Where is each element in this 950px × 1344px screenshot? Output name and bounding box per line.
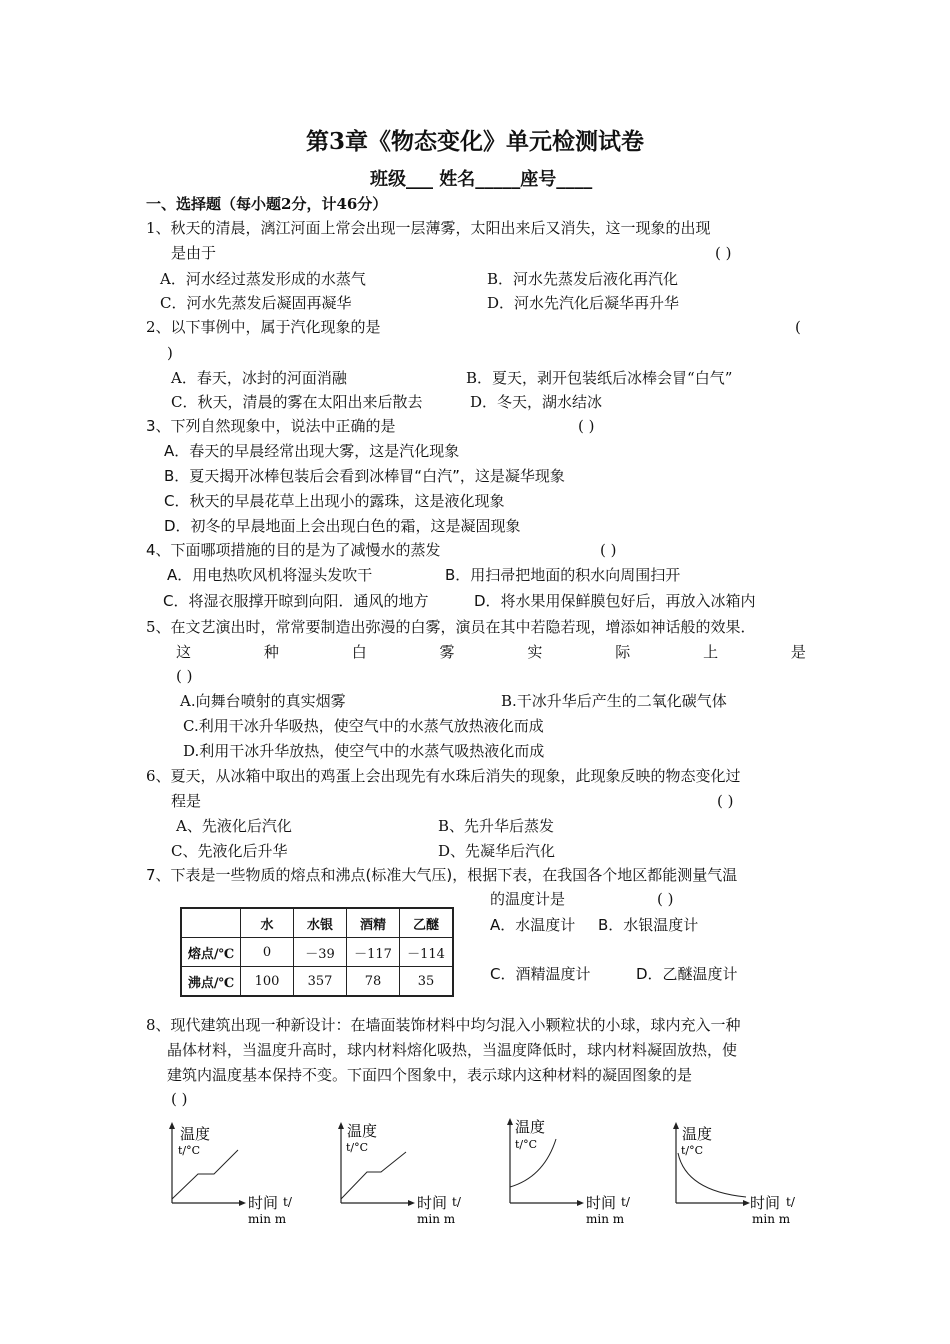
question-stem: 晶体材料，当温度升高时，球内材料熔化吸热，当温度降低时，球内材料凝固放热，使 [167,1041,738,1059]
option-b: B．夏天，剥开包装纸后冰棒会冒“白气” [466,369,733,387]
table-cell: 0 [241,938,294,967]
x-unit: t/ [283,1195,292,1209]
answer-paren: ( ) [717,792,734,810]
table-cell: 熔点/℃ [181,938,241,967]
table-cell: －117 [347,938,400,967]
question-stem: 的温度计是 [490,890,566,908]
question-stem: 5、在文艺演出时，常常要制造出弥漫的白雾，演员在其中若隐若现，增添如神话般的效果． [146,618,756,636]
y-axis-arrow [673,1122,679,1129]
graph-2 [329,1115,479,1230]
graph-3 [498,1115,648,1230]
y-label: 温度 [180,1125,211,1143]
option-c: C、先液化后升华 [171,842,288,860]
option-c: C．秋天，清晨的雾在太阳出来后散去 [171,393,423,411]
question-stem: 6、夏天，从冰箱中取出的鸡蛋上会出现先有水珠后消失的现象，此现象反映的物态变化过 [146,767,741,785]
option-b: B.干冰升华后产生的二氧化碳气体 [501,692,727,710]
option-d: D、先凝华后汽化 [438,842,556,860]
y-axis-arrow [338,1122,344,1129]
x-unit: min m [586,1212,625,1226]
y-unit: t/°C [178,1144,201,1157]
question-stem: 建筑内温度基本保持不变。下面四个图象中，表示球内这种材料的凝固图象的是 [167,1066,693,1084]
x-axis-arrow [743,1200,750,1206]
y-label: 温度 [347,1122,378,1140]
stem-char: 是 [790,643,806,661]
option-b: B．用扫帚把地面的积水向周围扫开 [445,566,681,584]
question-stem: 是由于 [171,244,217,262]
option-a: A．河水经过蒸发形成的水蒸气 [160,270,366,288]
option-c: C．酒精温度计 [490,965,591,983]
option-c: C．河水先蒸发后凝固再凝华 [160,294,352,312]
option-a: A、先液化后汽化 [176,817,292,835]
stem-char: 上 [703,643,719,661]
student-info-line: 班级___ 姓名_____座号____ [370,169,593,190]
table-cell: －39 [294,938,347,967]
option-a: A.向舞台喷射的真实烟雾 [180,692,346,710]
option-d: D．初冬的早晨地面上会出现白色的霜，这是凝固现象 [164,517,521,535]
table-row [181,967,453,997]
answer-paren: ( ) [715,244,732,262]
table-cell: －114 [400,938,454,967]
stem-char: 际 [615,643,631,661]
table-header-cell: 乙醚 [400,908,454,938]
option-b: B．夏天揭开冰棒包装后会看到冰棒冒“白汽”，这是凝华现象 [164,467,565,485]
x-unit: min m [417,1212,456,1226]
stem-char: 种 [263,643,279,661]
properties-table [180,907,454,997]
x-label: 时间 [248,1194,279,1212]
table-row [181,938,453,967]
y-axis-arrow [507,1118,513,1125]
answer-paren: ( ) [657,890,674,908]
option-a: A．春天，冰封的河面消融 [171,369,347,387]
stem-char: 实 [527,643,543,661]
answer-paren: ( ) [600,541,617,559]
y-unit: t/°C [681,1144,704,1157]
stem-char: 白 [351,643,367,661]
x-axis-arrow [408,1200,415,1206]
question-stem: 2、以下事例中，属于汽化现象的是 [146,318,381,336]
x-unit: t/ [621,1195,630,1209]
option-c: C.利用干冰升华吸热，使空气中的水蒸气放热液化而成 [183,717,544,735]
section-heading: 一、选择题（每小题2分，计46分） [146,195,388,213]
x-unit: min m [752,1212,791,1226]
question-stem: 4、下面哪项措施的目的是为了减慢水的蒸发 [146,541,441,559]
answer-paren: ( ) [176,667,193,685]
option-a: A．水温度计 [490,916,576,934]
x-unit: min m [248,1212,287,1226]
option-d: D．冬天，湖水结冰 [470,393,603,411]
graph-1 [160,1115,310,1230]
option-a: A．用电热吹风机将湿头发吹干 [167,566,373,584]
y-label: 温度 [515,1118,546,1136]
temperature-curve [341,1152,406,1199]
answer-paren-open: ( [795,318,801,336]
table-cell: 78 [347,967,400,997]
table-header-row [181,908,453,938]
option-c: C．秋天的早晨花草上出现小的露珠，这是液化现象 [164,492,505,510]
option-d: D．乙醚温度计 [636,965,738,983]
table-cell: 沸点/℃ [181,967,241,997]
option-c: C．将湿衣服撑开晾到向阳．通风的地方 [163,592,429,610]
y-unit: t/°C [515,1138,538,1151]
question-stem: 程是 [171,792,202,810]
temperature-curve [678,1153,746,1197]
page-title: 第3章《物态变化》单元检测试卷 [305,128,644,155]
x-axis-arrow [239,1200,246,1206]
answer-paren: ( ) [171,1090,188,1108]
x-unit: t/ [786,1195,795,1209]
x-label: 时间 [417,1194,448,1212]
option-d: D.利用干冰升华放热，使空气中的水蒸气吸热液化而成 [183,742,545,760]
option-a: A．春天的早晨经常出现大雾，这是汽化现象 [164,442,460,460]
table-cell: 100 [241,967,294,997]
option-b: B．水银温度计 [598,916,699,934]
stem-char: 雾 [439,643,455,661]
table-cell: 35 [400,967,454,997]
table-header-cell: 水银 [294,908,347,938]
table-cell: 357 [294,967,347,997]
stem-char: 这 [176,643,192,661]
option-b: B．河水先蒸发后液化再汽化 [487,270,679,288]
question-stem: 7、下表是一些物质的熔点和沸点(标准大气压)，根据下表，在我国各个地区都能测量气温 [146,866,738,884]
y-axis-arrow [169,1122,175,1129]
option-d: D．将水果用保鲜膜包好后，再放入冰箱内 [474,592,756,610]
x-axis-arrow [577,1200,584,1206]
y-unit: t/°C [346,1141,369,1154]
question-stem: 1、秋天的清晨，漓江河面上常会出现一层薄雾，太阳出来后又消失，这一现象的出现 [146,219,711,237]
x-label: 时间 [750,1194,781,1212]
question-stem: 8、现代建筑出现一种新设计：在墙面装饰材料中均匀混入小颗粒状的小球，球内充入一种 [146,1016,741,1034]
table-header-cell: 酒精 [347,908,400,938]
table-header-cell [181,908,241,938]
option-d: D．河水先汽化后凝华再升华 [487,294,680,312]
question-stem-spread [176,645,806,660]
graph-4 [664,1115,814,1230]
table-header-cell: 水 [241,908,294,938]
y-label: 温度 [682,1125,713,1143]
answer-paren: ( ) [578,417,595,435]
option-b: B、先升华后蒸发 [438,817,555,835]
x-unit: t/ [452,1195,461,1209]
answer-paren-close: ) [167,344,173,362]
x-label: 时间 [586,1194,617,1212]
question-stem: 3、下列自然现象中，说法中正确的是 [146,417,396,435]
temperature-curve [172,1150,238,1199]
